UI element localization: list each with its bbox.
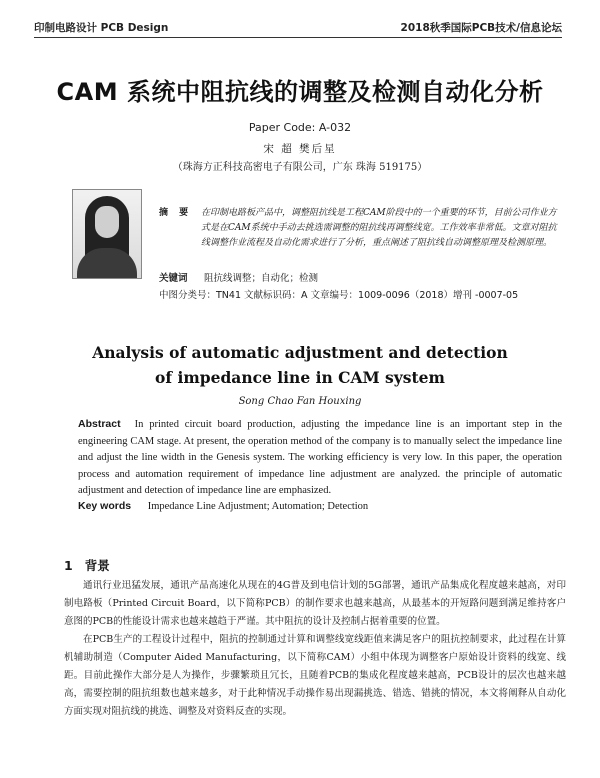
running-header-right: 2018秋季国际PCB技术/信息论坛: [400, 22, 562, 34]
header-divider: [34, 37, 562, 38]
english-abstract: [78, 416, 562, 500]
chinese-keywords-text: 阻抗线调整；自动化；检测: [204, 273, 319, 284]
english-keywords: [78, 500, 562, 512]
section-title: 背景: [84, 558, 110, 573]
section-number: 1: [64, 558, 73, 573]
author-photo: [72, 189, 142, 279]
paragraph: 在PCB生产的工程设计过程中，阻抗的控制通过计算和调整线宽线距值来满足客户的阻抗控制要求，此过程在计算机辅助制造（Computer Aided Manufacturing，以下简称CAM）小组中体现为调整客户原始设计资料的线宽、线距。目前此操作大部分是人为操作，步骤繁琐且冗长，且随着PCB的集成化程度越来越高，PCB设计的层次也越来越高，需要控制的阻抗组数也越来越多，对于此种情况手动操作易出现漏挑选、错选、错挑的情况，本文将阐释从自动化方面实现对阻抗线的挑选、调整及对资料反查的实现。: [64, 634, 566, 717]
section-body: [64, 577, 566, 721]
english-authors: Song Chao Fan Houxing: [238, 396, 362, 407]
paragraph: 通讯行业迅猛发展，通讯产品高速化从现在的4G普及到电信计划的5G部署，通讯产品集成化程度越来越高，对印制电路板（Printed Circuit Board，以下简称PCB）的制作要求也越来越高，从最基本的开短路问题到满足维持客户意图的PCB的性能设计需求也越来越趋于严谨。其中阻抗的设计及控制占据着重要的位置。: [64, 580, 566, 627]
english-keywords-text: Impedance Line Adjustment; Automation; Detection: [147, 501, 369, 512]
running-header: [34, 20, 562, 35]
chinese-authors: 宋 超 樊后星: [263, 143, 337, 155]
chinese-keywords: [159, 270, 563, 284]
english-title-line-2: of impedance line in CAM system: [155, 368, 445, 387]
chinese-abstract-label: 摘 要: [159, 208, 193, 218]
paper-code: Paper Code: A-032: [248, 121, 352, 134]
section-heading: [64, 556, 110, 574]
chinese-abstract: [159, 206, 563, 251]
english-keywords-label: Key words: [78, 500, 132, 512]
running-header-left: 印制电路设计 PCB Design: [34, 22, 169, 34]
classification-line: 中图分类号：TN41 文献标识码：A 文章编号：1009-0096（2018）增刊 -0007-05: [159, 290, 519, 301]
chinese-title: CAM 系统中阻抗线的调整及检测自动化分析: [56, 78, 544, 106]
english-abstract-label: Abstract: [78, 418, 121, 430]
english-abstract-text: In printed circuit board production, adjusting the impedance line is an important step in the engineering CAM stage. At present, the operation method of the company is to manually select the impedance line and adjust the line width in the Genesis system. The working efficiency is very low. In this paper, the operation process and automation requirement of impedance line adjustment are analyzed. the principle of automatic adjustment and detection of impedance line are emphasized.: [78, 419, 562, 496]
chinese-abstract-text: 在印制电路板产品中，调整阻抗线是工程CAM阶段中的一个重要的环节，目前公司作业方式是在CAM系统中手动去挑选需调整的阻抗线再调整线宽。工作效率非常低。文章对阻抗线调整作业流程及自动化需求进行了分析，重点阐述了阻抗线自动调整原理及检测原理。: [201, 208, 557, 248]
english-title-line-1: Analysis of automatic adjustment and detection: [92, 343, 508, 362]
chinese-keywords-label: 关键词: [159, 273, 188, 284]
chinese-affiliation: （珠海方正科技高密电子有限公司，广东 珠海 519175）: [172, 162, 428, 173]
